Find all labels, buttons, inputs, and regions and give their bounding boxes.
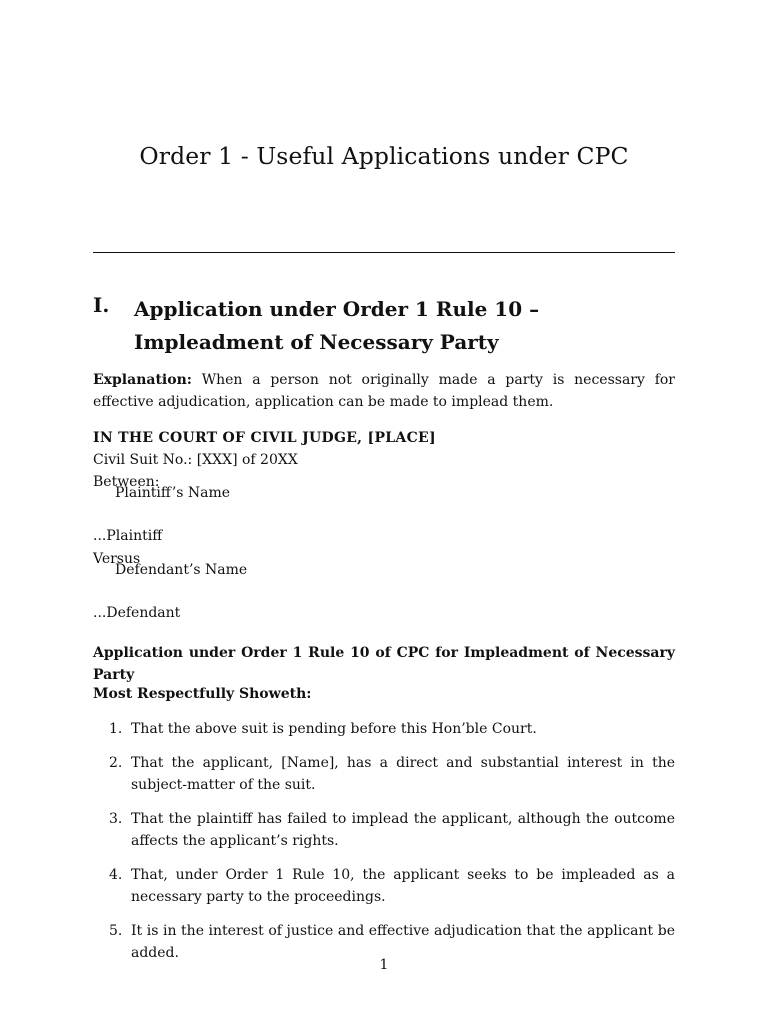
list-item [93,752,675,796]
versus-label: Versus [93,551,141,567]
item-number: 5. [109,923,123,939]
title-divider [93,252,675,253]
item-text: That the above suit is pending before this Hon’ble Court. [131,721,537,737]
document-title: Order 1 - Useful Applications under CPC [139,142,629,170]
item-number: 1. [109,721,123,737]
plaintiff-name: Plaintiff’s Name [115,485,231,501]
section-number: I. [93,293,110,317]
item-number: 2. [109,755,123,771]
explanation-paragraph [93,369,675,413]
page-number: 1 [379,957,389,973]
defendant-role: ...Defendant [93,605,181,621]
item-number: 3. [109,811,123,827]
item-text: That the plaintiff has failed to implead the applicant, although the outcome affects the applicant’s rights. [131,811,675,849]
section-heading: Application under Order 1 Rule 10 – Impleadment of Necessary Party [134,297,540,354]
list-item [93,718,675,740]
explanation-label: Explanation: [93,372,192,388]
court-header: IN THE COURT OF CIVIL JUDGE, [PLACE] [93,430,436,446]
item-text: That, under Order 1 Rule 10, the applicant seeks to be impleaded as a necessary party to the proceedings. [131,867,675,905]
list-item [93,864,675,908]
averments-list [93,718,675,976]
explanation-text: When a person not originally made a party is necessary for effective adjudication, application can be made to implead them. [93,372,675,410]
item-text: It is in the interest of justice and effective adjudication that the applicant be added. [131,923,675,961]
application-title: Application under Order 1 Rule 10 of CPC for Impleadment of Necessary Party [93,645,675,683]
suit-number: Civil Suit No.: [XXX] of 20XX [93,452,298,468]
showeth-heading: Most Respectfully Showeth: [93,686,312,702]
defendant-name: Defendant’s Name [115,562,248,578]
plaintiff-role: ...Plaintiff [93,528,163,544]
item-text: That the applicant, [Name], has a direct and substantial interest in the subject-matter of the suit. [131,755,675,793]
item-number: 4. [109,867,123,883]
list-item [93,808,675,852]
between-label: Between: [93,474,160,490]
